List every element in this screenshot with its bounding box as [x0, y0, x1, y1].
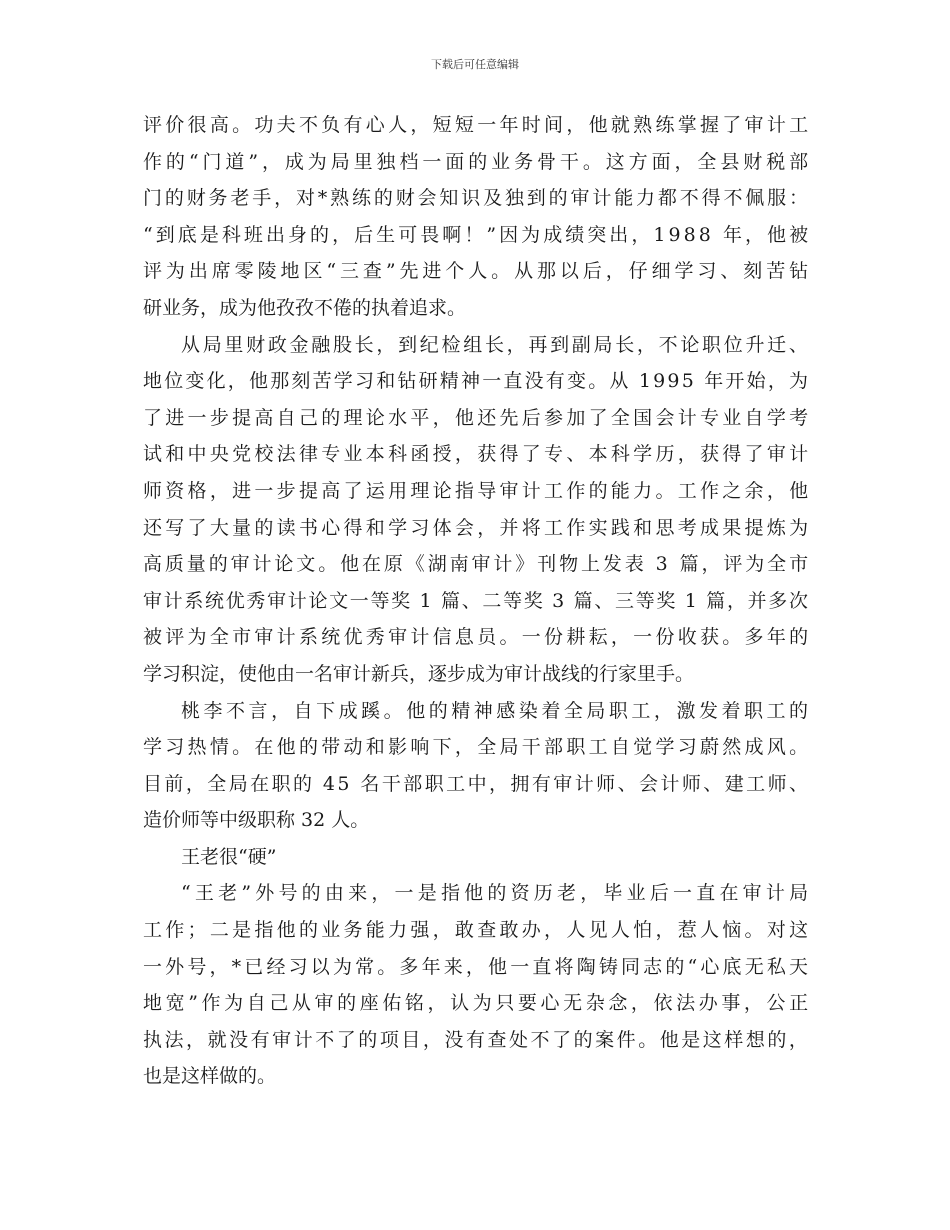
- body-text-line: 目前，全局在职的 45 名干部职工中，拥有审计师、会计师、建工师、: [143, 772, 811, 795]
- body-text-line: 作的“门道”，成为局里独档一面的业务骨干。这方面，全县财税部: [143, 150, 813, 173]
- body-text-line: 从局里财政金融股长，到纪检组长，再到副局长，不论职位升迁、: [181, 333, 811, 356]
- body-text-line: 桃李不言，自下成蹊。他的精神感染着全局职工，激发着职工的: [181, 699, 812, 722]
- body-text-line: 评价很高。功夫不负有心人，短短一年时间，他就熟练掌握了审计工: [143, 114, 812, 136]
- body-text-line: 一外号，*已经习以为常。多年来，他一直将陶铸同志的“心底无私天: [143, 955, 812, 978]
- body-text-line: 工作；二是指他的业务能力强，敢查敢办，人见人怕，惹人恼。对这: [143, 919, 812, 942]
- body-text-line: 造价师等中级职称 32 人。: [143, 809, 370, 832]
- document-body: [143, 107, 813, 1095]
- body-text-line: 地宽”作为自己从审的座佑铭，认为只要心无杂念，依法办事，公正: [143, 992, 812, 1015]
- body-text-line: 审计系统优秀审计论文一等奖 1 篇、二等奖 3 篇、三等奖 1 篇，并多次: [143, 589, 810, 612]
- body-text-line: 学习积淀，使他由一名审计新兵，逐步成为审计战线的行家里手。: [143, 662, 695, 685]
- body-text-line: 王老很“硬”: [181, 845, 277, 868]
- body-text-line: 还写了大量的读书心得和学习体会，并将工作实践和思考成果提炼为: [143, 516, 812, 539]
- body-text-line: 门的财务老手，对*熟练的财会知识及独到的审计能力都不得不佩服：: [143, 187, 811, 210]
- body-text-line: “王老”外号的由来，一是指他的资历老，毕业后一直在审计局: [181, 882, 813, 905]
- body-text-line: 地位变化，他那刻苦学习和钻研精神一直没有变。从 1995 年开始，为: [143, 370, 811, 393]
- body-text-line: 研业务，成为他孜孜不倦的执着追求。: [143, 296, 467, 319]
- body-text-line: “到底是科班出身的，后生可畏啊！”因为成绩突出，1988 年，他被: [143, 223, 812, 246]
- page-header: 下载后可任意编辑: [431, 58, 519, 71]
- body-text-line: 也是这样做的。: [143, 1065, 277, 1088]
- body-text-line: 执法，就没有审计不了的项目，没有查处不了的案件。他是这样想的，: [143, 1028, 811, 1051]
- body-text-line: 评为出席零陵地区“三查”先进个人。从那以后，仔细学习、刻苦钻: [143, 260, 813, 283]
- body-text-line: 学习热情。在他的带动和影响下，全局干部职工自觉学习蔚然成风。: [143, 736, 812, 759]
- body-text-line: 师资格，进一步提高了运用理论指导审计工作的能力。工作之余，他: [143, 479, 812, 502]
- body-text-line: 高质量的审计论文。他在原《湖南审计》刊物上发表 3 篇，评为全市: [143, 553, 811, 576]
- body-text-line: 被评为全市审计系统优秀审计信息员。一份耕耘，一份收获。多年的: [143, 626, 812, 649]
- body-text-line: 试和中央党校法律专业本科函授，获得了专、本科学历，获得了审计: [143, 443, 812, 466]
- body-text-line: 了进一步提高自己的理论水平，他还先后参加了全国会计专业自学考: [143, 406, 812, 429]
